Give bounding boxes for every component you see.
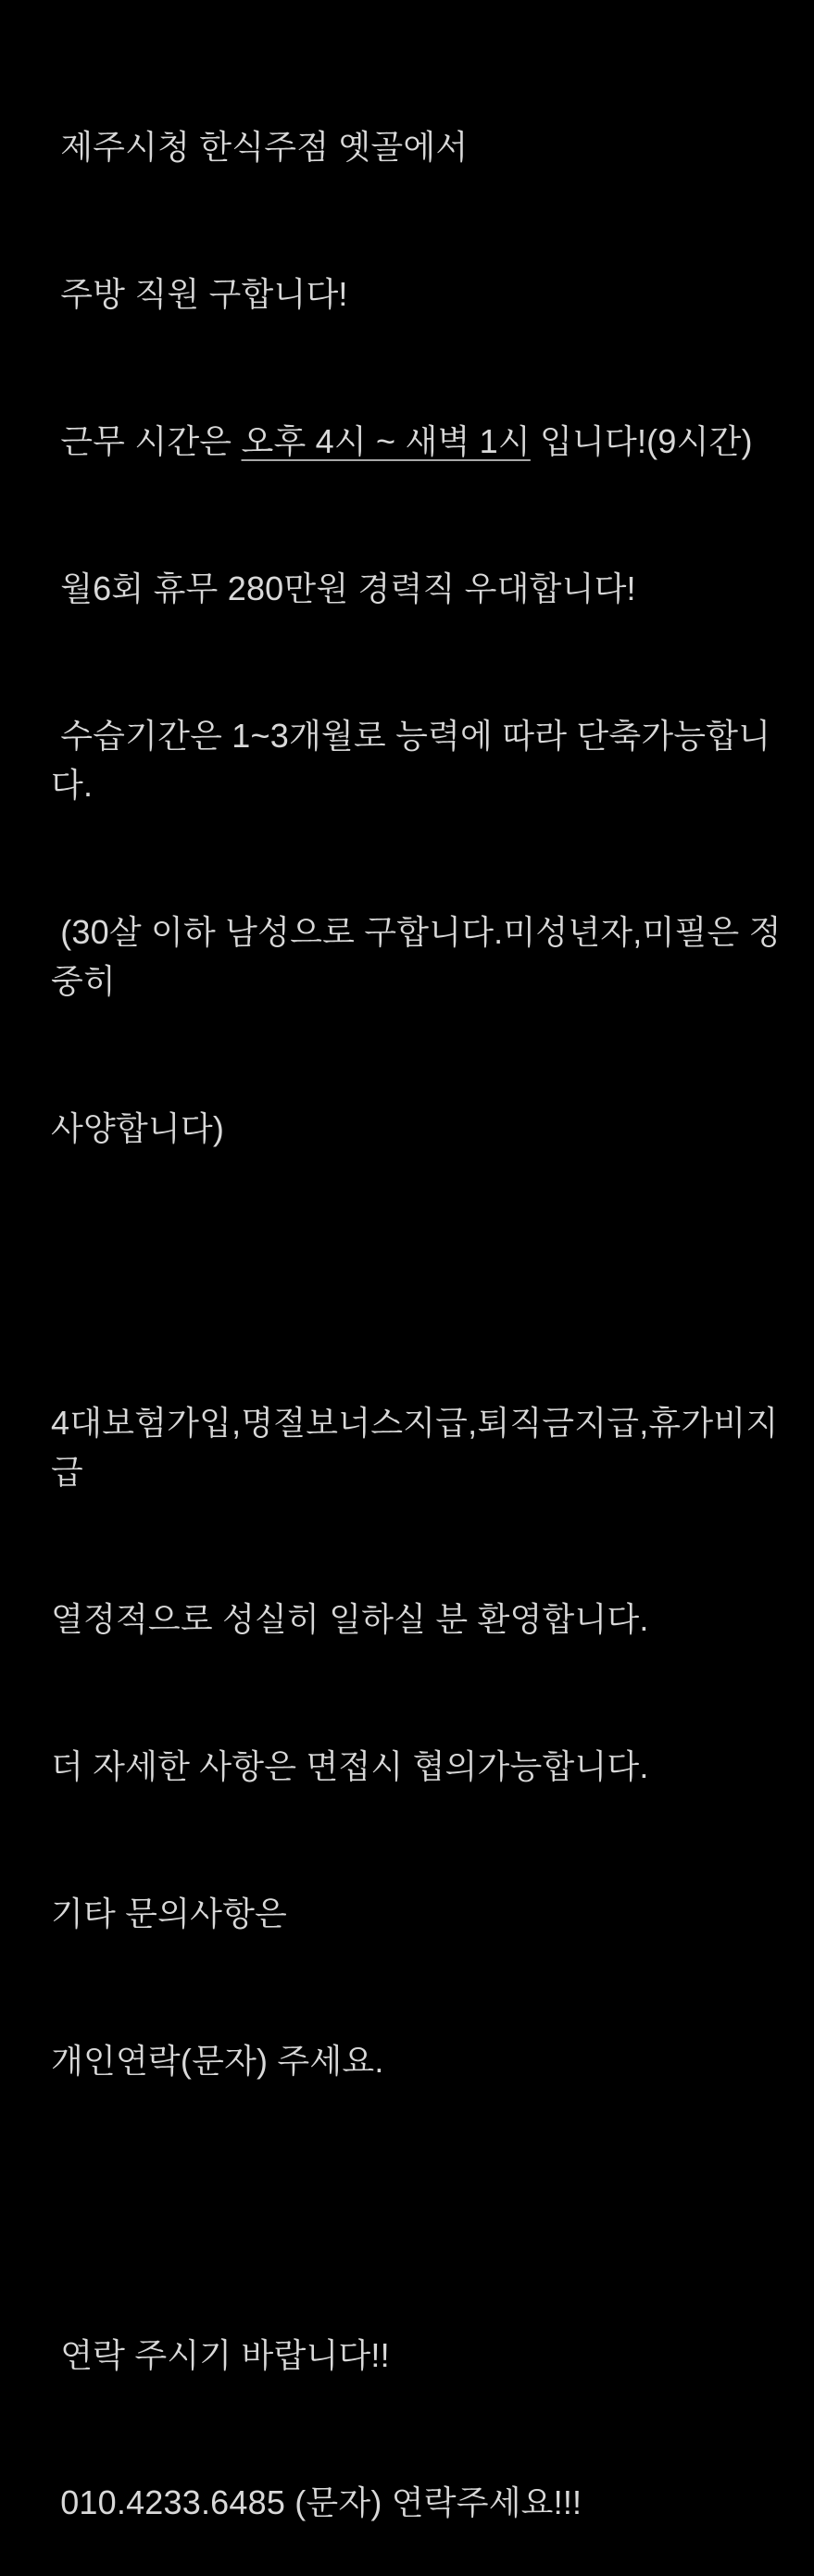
closing-line: 연락 주시기 바랍니다!! [51, 2336, 390, 2374]
welcome-line: 열정적으로 성실히 일하실 분 환영합니다. [51, 1600, 649, 1638]
venue-line: 제주시청 한식주점 옛골에서 [51, 128, 469, 166]
requirements-line-2: 사양합니다) [51, 1109, 225, 1147]
inquiry-line-2: 개인연락(문자) 주세요. [51, 2042, 384, 2080]
requirements-line-1: (30살 이하 남성으로 구합니다.미성년자,미필은 정중히 [51, 913, 782, 1000]
work-hours-underlined: 오후 4시 ~ 새벽 1시 [241, 422, 531, 460]
work-hours-prefix: 근무 시간은 [51, 422, 242, 460]
blank-line-2 [51, 2183, 786, 2232]
salary-line: 월6회 휴무 280만원 경력직 우대합니다! [51, 569, 636, 607]
contact-line: 010.4233.6485 (문자) 연락주세요!!! [51, 2483, 582, 2521]
probation-line: 수습기간은 1~3개월로 능력에 따라 단축가능합니다. [51, 717, 771, 804]
inquiry-line-1: 기타 문의사항은 [51, 1894, 288, 1932]
work-hours-line [51, 417, 786, 466]
blank-line-1 [51, 1251, 786, 1300]
position-line: 주방 직원 구합니다! [51, 275, 348, 313]
details-line: 더 자세한 사항은 면접시 협의가능합니다. [51, 1747, 649, 1785]
benefits-line: 4대보험가입,명절보너스지급,퇴직금지급,휴가비지급 [51, 1404, 779, 1491]
work-hours-suffix: 입니다!(9시간) [530, 422, 753, 460]
